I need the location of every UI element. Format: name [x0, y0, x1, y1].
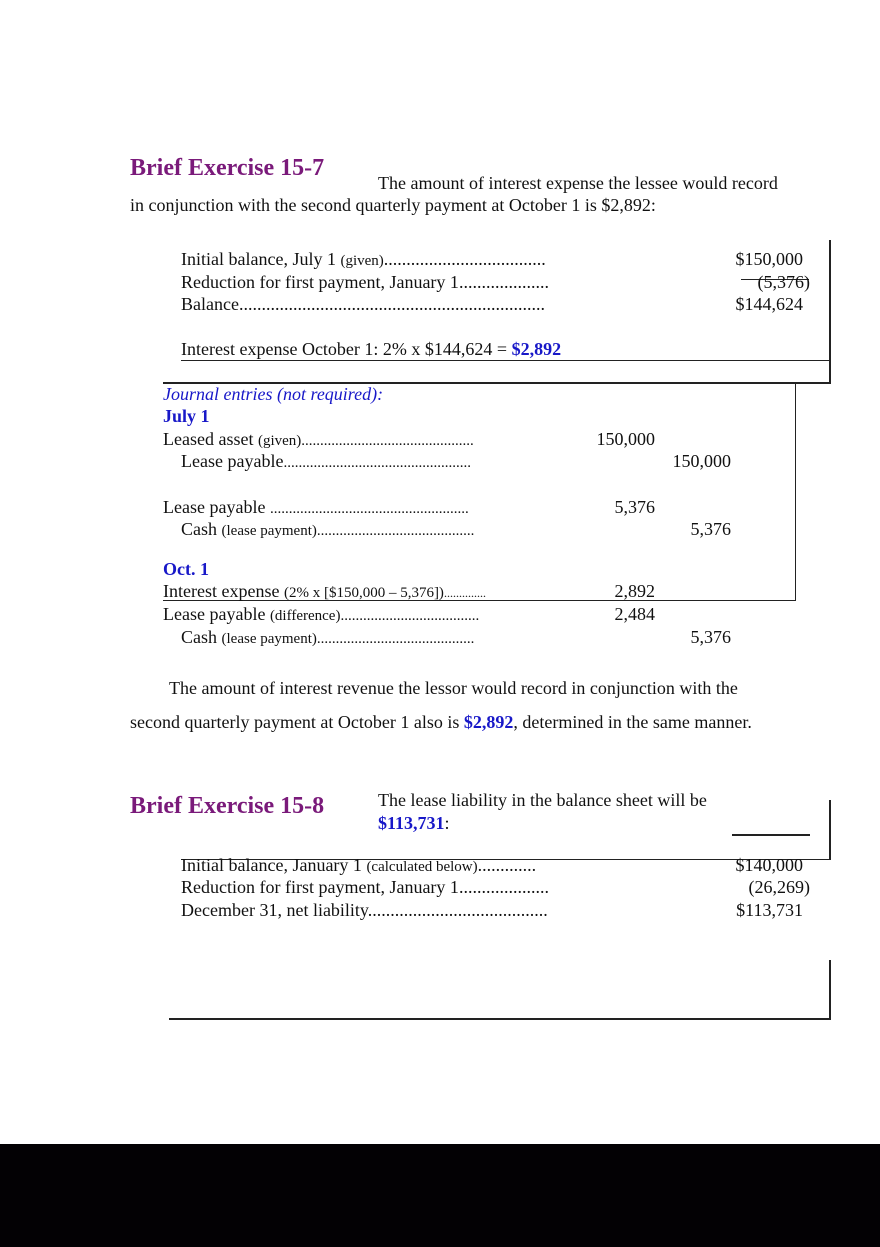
- schedule-row-value: $150,000: [735, 249, 803, 269]
- schedule-row-value: $144,624: [735, 294, 803, 314]
- intro-text-line1: The amount of interest expense the lessee would record: [378, 173, 778, 193]
- frame-right-line: [829, 800, 831, 860]
- decorative-underline: [732, 834, 810, 836]
- schedule-row-label: Initial balance, January 1 (calculated below).............: [181, 855, 537, 875]
- be15-8-intro-line1: The lease liability in the balance sheet will be: [378, 790, 707, 810]
- lessor-interest-value: $2,892: [463, 712, 514, 732]
- journal-entry-account: Cash (lease payment)..........................................: [181, 519, 475, 539]
- journal-entry-account: Cash (lease payment)..........................................: [181, 627, 475, 647]
- interest-result: $2,892: [511, 339, 562, 359]
- journal-entry-debit: 2,484: [614, 604, 655, 624]
- schedule-row-label: Balance....................................................................: [181, 294, 545, 314]
- schedule-row-value: (5,376): [757, 272, 810, 292]
- journal-entry-account: Lease payable .....................................................: [163, 497, 469, 517]
- lessor-text-line1: The amount of interest revenue the lessor would record in conjunction with the: [169, 678, 738, 698]
- frame-divider-line: [181, 360, 830, 361]
- interest-calculation: Interest expense October 1: 2% x $144,624 = $2,892: [181, 339, 562, 359]
- exercise-title-15-7: Brief Exercise 15-7: [130, 155, 325, 181]
- schedule-row-value: $113,731: [736, 900, 803, 920]
- be15-8-intro-line2: $113,731:: [378, 813, 450, 833]
- journal-entry-account: Interest expense (2% x [$150,000 – 5,376])..............: [163, 581, 486, 601]
- journal-entry-debit: 5,376: [614, 497, 655, 517]
- date-heading-oct-1: Oct. 1: [163, 559, 209, 579]
- journal-entry-account: Lease payable..................................................: [181, 451, 471, 471]
- journal-entry-credit: 5,376: [690, 627, 731, 647]
- journal-frame-right-line: [795, 383, 796, 601]
- lessor-text-line2: second quarterly payment at October 1 also is $2,892, determined in the same manner.: [130, 712, 752, 732]
- schedule-row-label: Reduction for first payment, January 1....................: [181, 877, 549, 897]
- journal-entry-account: Lease payable (difference).....................................: [163, 604, 480, 624]
- schedule-row-label: December 31, net liability........................................: [181, 900, 548, 920]
- journal-entry-credit: 5,376: [690, 519, 731, 539]
- journal-heading: Journal entries (not required):: [163, 384, 384, 404]
- schedule-row-value: (26,269): [748, 877, 810, 897]
- schedule-row-value: $140,000: [735, 855, 803, 875]
- journal-entry-credit: 150,000: [672, 451, 731, 471]
- lease-liability-value: $113,731: [378, 813, 445, 833]
- journal-entry-debit: 150,000: [596, 429, 655, 449]
- frame-right-line: [829, 240, 831, 383]
- intro-text-line2: in conjunction with the second quarterly payment at October 1 is $2,892:: [130, 195, 656, 215]
- journal-entry-account: Leased asset (given)..............................................: [163, 429, 474, 449]
- date-heading-july-1: July 1: [163, 406, 210, 426]
- frame-right-line: [829, 960, 831, 1019]
- black-footer-band: [0, 1144, 880, 1247]
- journal-entry-debit: 2,892: [614, 581, 655, 601]
- schedule-row-label: Reduction for first payment, January 1....................: [181, 272, 549, 292]
- frame-bottom-line: [169, 1018, 831, 1020]
- exercise-title-15-8: Brief Exercise 15-8: [130, 793, 325, 819]
- schedule-row-label: Initial balance, July 1 (given)....................................: [181, 249, 546, 269]
